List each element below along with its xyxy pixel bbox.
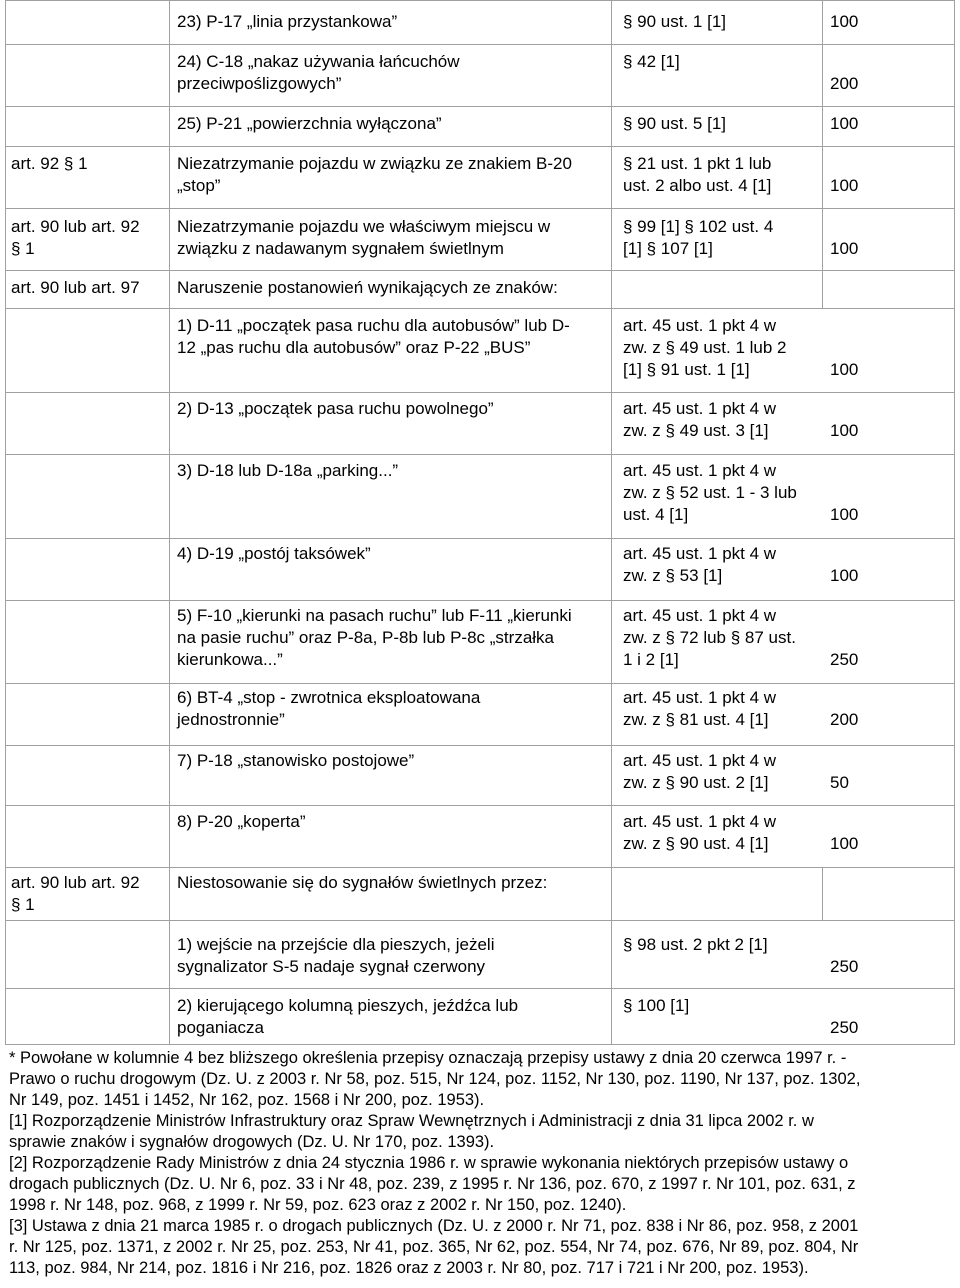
row-divider <box>5 1044 955 1045</box>
offence-cell-line: Naruszenie postanowień wynikających ze znaków: <box>177 278 558 297</box>
offence-cell-line: Niestosowanie się do sygnałów świetlnych przez: <box>177 873 548 892</box>
fine-amount-cell-line: 100 <box>830 176 859 195</box>
column-divider <box>611 0 612 1044</box>
regulation-cell <box>623 687 776 731</box>
offence-cell-line: jednostronnie” <box>177 710 285 729</box>
offence-cell <box>177 687 480 731</box>
fine-amount-cell <box>830 73 858 95</box>
regulation-cell-line: art. 45 ust. 1 pkt 4 w <box>623 688 777 707</box>
footnote-line: 113, poz. 984, Nr 214, poz. 1816 i Nr 216, poz. 1826 oraz z 2003 r. Nr 80, poz. 717 i 721 i Nr 200, poz. 1953). <box>9 1259 809 1277</box>
row-divider <box>5 683 955 684</box>
regulation-cell <box>623 51 680 73</box>
footnote-line: [2] Rozporządzenie Rady Ministrów z dnia 24 stycznia 1986 r. w sprawie wykonania niektórych przepisów ustawy o <box>9 1154 849 1172</box>
offence-cell-line: 6) BT-4 „stop - zwrotnica eksploatowana <box>177 688 481 707</box>
row-divider <box>5 146 955 147</box>
fine-amount-cell-line: 100 <box>830 12 859 31</box>
fine-amount-cell-line: 200 <box>830 74 859 93</box>
fine-amount-cell-line: 100 <box>830 239 859 258</box>
regulation-cell <box>623 216 773 260</box>
offence-cell-line: Niezatrzymanie pojazdu w związku ze znakiem B-20 <box>177 154 572 173</box>
regulation-cell-line: art. 45 ust. 1 pkt 4 w <box>623 812 777 831</box>
fine-amount-cell <box>830 772 849 794</box>
regulation-cell-line: zw. z § 90 ust. 2 [1] <box>623 773 769 792</box>
offence-cell-line: 25) P-21 „powierzchnia wyłączona” <box>177 114 442 133</box>
regulation-cell <box>623 605 796 671</box>
offence-cell-line: 1) D-11 „początek pasa ruchu dla autobusów” lub D- <box>177 316 570 335</box>
regulation-cell-line: § 99 [1] § 102 ust. 4 <box>623 217 774 236</box>
offence-cell-line: Niezatrzymanie pojazdu we właściwym miejscu w <box>177 217 551 236</box>
regulation-cell <box>623 543 776 587</box>
fine-amount-cell <box>830 359 858 381</box>
fine-amount-cell-line: 100 <box>830 834 859 853</box>
row-divider <box>5 308 955 309</box>
row-divider <box>5 600 955 601</box>
offence-cell <box>177 51 460 95</box>
article-cell-line: § 1 <box>11 239 35 258</box>
regulation-cell <box>623 750 776 794</box>
fine-amount-cell <box>830 238 858 260</box>
regulation-cell-line: zw. z § 72 lub § 87 ust. <box>623 628 796 647</box>
regulation-cell <box>623 153 771 197</box>
regulation-cell-line: § 21 ust. 1 pkt 1 lub <box>623 154 772 173</box>
row-divider <box>5 867 955 868</box>
offence-cell <box>177 153 572 197</box>
offence-cell <box>177 605 572 671</box>
footnote-line: [1] Rozporządzenie Ministrów Infrastruktury oraz Spraw Wewnętrznych i Administracji z dnia 31 lipca 2002 r. w <box>9 1112 814 1130</box>
offence-cell-line: na pasie ruchu” oraz P-8a, P-8b lub P-8c „strzałka <box>177 628 555 647</box>
regulation-cell-line: § 98 ust. 2 pkt 2 [1] <box>623 935 768 954</box>
regulation-cell-line: § 100 [1] <box>623 996 690 1015</box>
offence-cell-line: 12 „pas ruchu dla autobusów” oraz P-22 „BUS” <box>177 338 531 357</box>
fine-amount-cell-line: 250 <box>830 957 859 976</box>
regulation-cell-line: [1] § 91 ust. 1 [1] <box>623 360 750 379</box>
article-cell <box>11 872 140 916</box>
article-cell-line: art. 90 lub art. 92 <box>11 217 140 236</box>
offence-cell <box>177 216 550 260</box>
row-divider <box>5 106 955 107</box>
footnotes <box>9 1048 954 1279</box>
regulation-cell <box>623 398 776 442</box>
offence-cell-line: 1) wejście na przejście dla pieszych, jeżeli <box>177 935 495 954</box>
row-divider <box>5 0 955 1</box>
fine-amount-cell-line: 100 <box>830 505 859 524</box>
regulation-cell-line: art. 45 ust. 1 pkt 4 w <box>623 316 777 335</box>
footnote-line: drogach publicznych (Dz. U. Nr 6, poz. 33 i Nr 48, poz. 239, z 1995 r. Nr 136, poz. 670, z 1997 r. Nr 101, poz. 631, z <box>9 1175 856 1193</box>
article-cell-line: art. 90 lub art. 92 <box>11 873 140 892</box>
fine-amount-cell <box>830 11 858 33</box>
article-cell <box>11 277 140 299</box>
offence-cell-line: związku z nadawanym sygnałem świetlnym <box>177 239 504 258</box>
row-divider <box>5 44 955 45</box>
regulation-cell <box>623 995 689 1017</box>
offence-cell <box>177 934 494 978</box>
fine-amount-cell <box>830 833 858 855</box>
offence-cell <box>177 277 558 299</box>
regulation-cell-line: § 90 ust. 5 [1] <box>623 114 727 133</box>
fine-amount-cell-line: 100 <box>830 114 859 133</box>
offence-cell-line: „stop” <box>177 176 221 195</box>
regulation-cell <box>623 315 786 381</box>
regulation-cell-line: art. 45 ust. 1 pkt 4 w <box>623 606 777 625</box>
regulation-cell <box>623 113 726 135</box>
offence-cell <box>177 398 494 420</box>
fine-amount-cell-line: 100 <box>830 566 859 585</box>
offence-cell-line: 2) kierującego kolumną pieszych, jeźdźca lub <box>177 996 519 1015</box>
footnote-line: 1998 r. Nr 148, poz. 968, z 1999 r. Nr 59, poz. 623 oraz z 2002 r. Nr 150, poz. 1240). <box>9 1196 627 1214</box>
fine-amount-cell <box>830 175 858 197</box>
row-divider <box>5 805 955 806</box>
footnote-line: [3] Ustawa z dnia 21 marca 1985 r. o drogach publicznych (Dz. U. z 2000 r. Nr 71, poz. 838 i Nr 86, poz. 958, z 2001 <box>9 1217 859 1235</box>
row-divider <box>5 988 955 989</box>
row-divider <box>5 270 955 271</box>
regulation-cell-line: zw. z § 81 ust. 4 [1] <box>623 710 769 729</box>
fine-amount-cell-line: 50 <box>830 773 849 792</box>
regulation-cell-line: zw. z § 49 ust. 3 [1] <box>623 421 769 440</box>
regulation-cell-line: zw. z § 53 [1] <box>623 566 723 585</box>
footnote-line: * Powołane w kolumnie 4 bez bliższego określenia przepisy oznaczają przepisy ustawy z dnia 20 czerwca 1997 r. - <box>9 1049 847 1067</box>
column-divider <box>822 0 823 308</box>
regulation-cell-line: § 42 [1] <box>623 52 680 71</box>
fine-amount-cell <box>830 565 858 587</box>
regulation-cell-line: zw. z § 52 ust. 1 - 3 lub <box>623 483 797 502</box>
article-cell-line: art. 90 lub art. 97 <box>11 278 140 297</box>
offence-cell-line: kierunkowa...” <box>177 650 283 669</box>
fine-amount-cell <box>830 1017 858 1039</box>
fine-amount-cell <box>830 956 858 978</box>
offence-cell <box>177 750 414 772</box>
offence-cell <box>177 113 442 135</box>
row-divider <box>5 745 955 746</box>
footnote-line: sprawie znaków i sygnałów drogowych (Dz. U. Nr 170, poz. 1393). <box>9 1133 495 1151</box>
regulation-cell-line: ust. 2 albo ust. 4 [1] <box>623 176 772 195</box>
footnote-line: Nr 149, poz. 1451 i 1452, Nr 162, poz. 1568 i Nr 200, poz. 1953). <box>9 1091 485 1109</box>
regulation-cell-line: art. 45 ust. 1 pkt 4 w <box>623 751 777 770</box>
column-divider <box>822 867 823 920</box>
fine-amount-cell-line: 250 <box>830 650 859 669</box>
fine-amount-cell <box>830 504 858 526</box>
fine-amount-cell-line: 200 <box>830 710 859 729</box>
offence-cell-line: 2) D-13 „początek pasa ruchu powolnego” <box>177 399 494 418</box>
regulation-cell-line: art. 45 ust. 1 pkt 4 w <box>623 399 777 418</box>
column-divider <box>5 0 6 1044</box>
offence-cell <box>177 11 397 33</box>
regulation-cell <box>623 934 768 956</box>
offence-cell-line: 4) D-19 „postój taksówek” <box>177 544 371 563</box>
offence-cell-line: 5) F-10 „kierunki na pasach ruchu” lub F-11 „kierunki <box>177 606 572 625</box>
fine-amount-cell <box>830 649 858 671</box>
offence-cell-line: 7) P-18 „stanowisko postojowe” <box>177 751 415 770</box>
offence-cell <box>177 872 547 894</box>
offence-cell <box>177 811 306 833</box>
regulation-cell-line: zw. z § 49 ust. 1 lub 2 <box>623 338 787 357</box>
regulation-cell-line: 1 i 2 [1] <box>623 650 679 669</box>
offence-cell-line: 3) D-18 lub D-18a „parking...” <box>177 461 399 480</box>
fine-amount-cell-line: 100 <box>830 360 859 379</box>
offence-cell <box>177 460 398 482</box>
regulation-cell-line: [1] § 107 [1] <box>623 239 713 258</box>
row-divider <box>5 538 955 539</box>
regulation-cell-line: art. 45 ust. 1 pkt 4 w <box>623 461 777 480</box>
regulation-cell <box>623 811 776 855</box>
offence-cell <box>177 995 518 1039</box>
fine-amount-cell-line: 250 <box>830 1018 859 1037</box>
article-cell-line: art. 92 § 1 <box>11 154 88 173</box>
regulation-cell <box>623 11 726 33</box>
offence-cell-line: przeciwpoślizgowych” <box>177 74 342 93</box>
row-divider <box>5 392 955 393</box>
regulation-cell <box>623 460 797 526</box>
offence-cell-line: 23) P-17 „linia przystankowa” <box>177 12 398 31</box>
fine-amount-cell <box>830 709 858 731</box>
fine-amount-cell <box>830 420 858 442</box>
footnote-line: r. Nr 125, poz. 1371, z 2002 r. Nr 25, poz. 253, Nr 41, poz. 365, Nr 62, poz. 554, Nr 74, poz. 676, Nr 89, poz. 804, Nr <box>9 1238 859 1256</box>
offence-cell-line: sygnalizator S-5 nadaje sygnał czerwony <box>177 957 486 976</box>
regulation-cell-line: ust. 4 [1] <box>623 505 689 524</box>
column-divider <box>169 0 170 1044</box>
offence-cell-line: poganiacza <box>177 1018 264 1037</box>
fine-amount-cell <box>830 113 858 135</box>
offence-cell-line: 8) P-20 „koperta” <box>177 812 306 831</box>
regulation-cell-line: § 90 ust. 1 [1] <box>623 12 727 31</box>
fine-amount-cell-line: 100 <box>830 421 859 440</box>
article-cell <box>11 153 88 175</box>
regulation-cell-line: art. 45 ust. 1 pkt 4 w <box>623 544 777 563</box>
row-divider <box>5 920 955 921</box>
offence-cell-line: 24) C-18 „nakaz używania łańcuchów <box>177 52 460 71</box>
offence-cell <box>177 543 371 565</box>
offence-cell <box>177 315 570 359</box>
footnote-line: Prawo o ruchu drogowym (Dz. U. z 2003 r. Nr 58, poz. 515, Nr 124, poz. 1152, Nr 130, poz. 1190, Nr 137, poz. 1302, <box>9 1070 861 1088</box>
regulation-cell-line: zw. z § 90 ust. 4 [1] <box>623 834 769 853</box>
row-divider <box>5 208 955 209</box>
row-divider <box>5 454 955 455</box>
column-divider <box>954 0 955 1044</box>
article-cell-line: § 1 <box>11 895 35 914</box>
article-cell <box>11 216 140 260</box>
